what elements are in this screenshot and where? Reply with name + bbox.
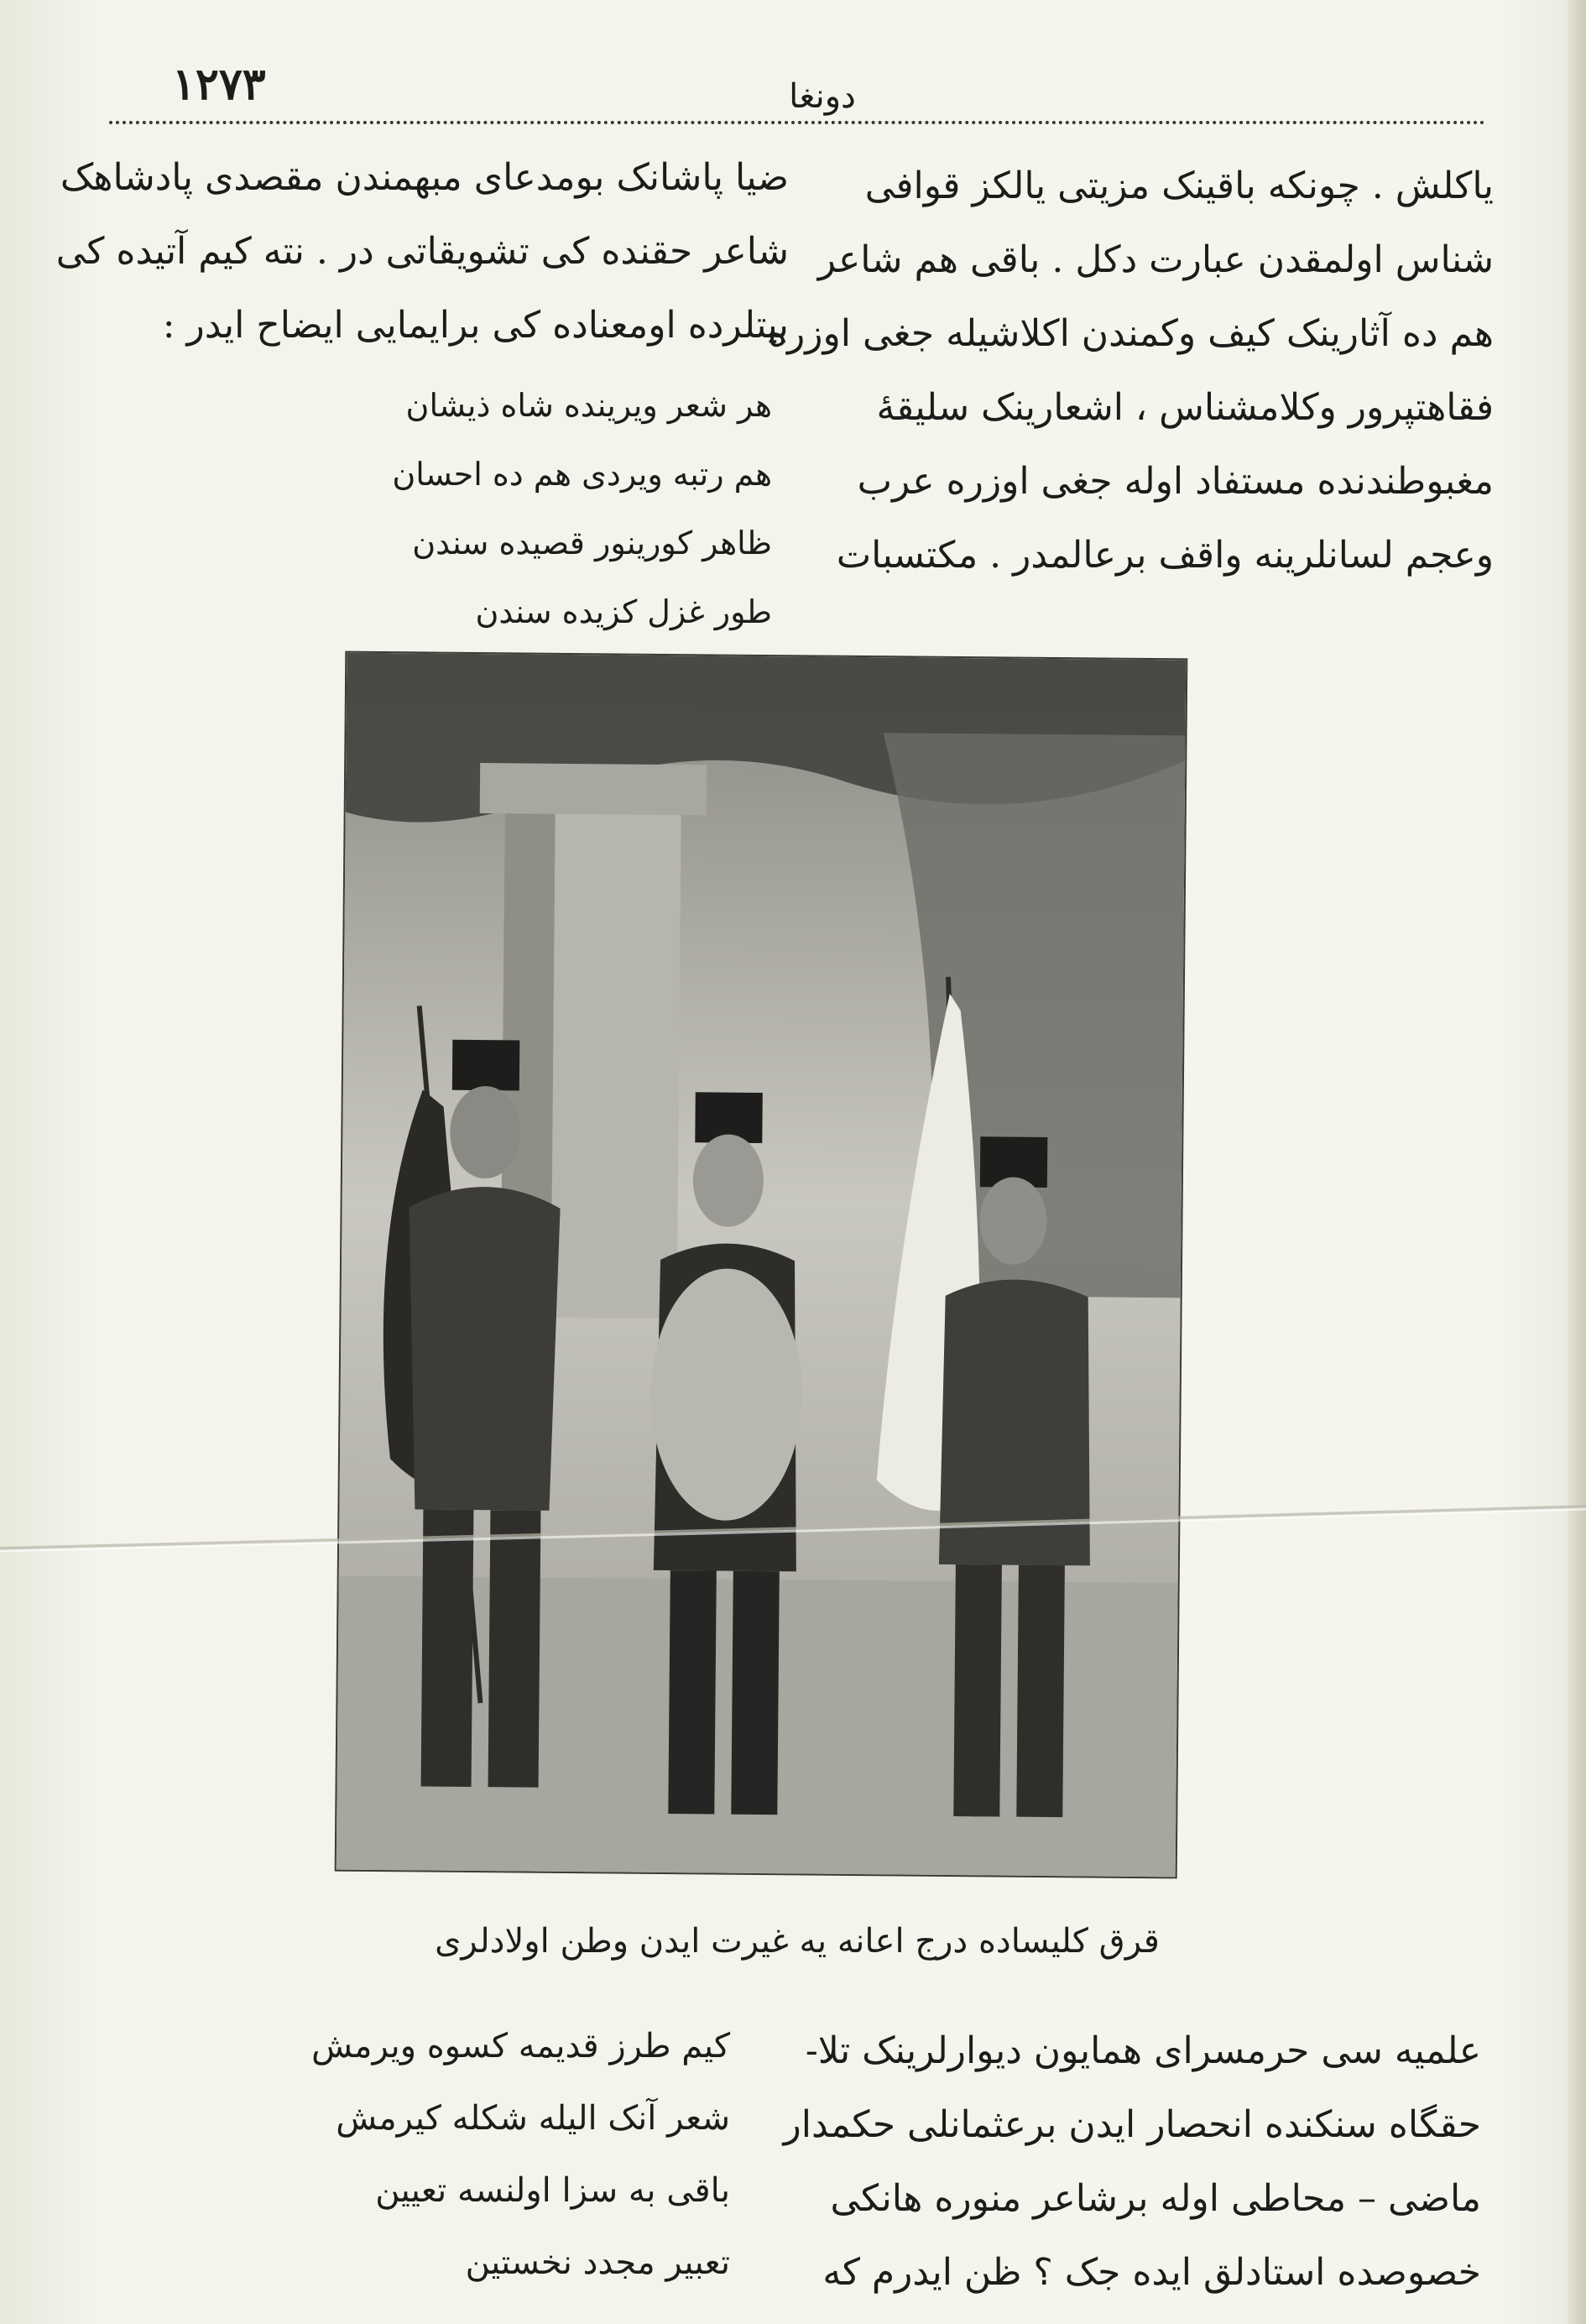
photograph-three-boys-icon bbox=[337, 653, 1187, 1877]
verse-line: هر شعر ویرینده شاه ذیشان bbox=[405, 387, 772, 424]
text-line: هم ده آثارینک کیف وکمندن اکلاشیله جغی اوزره bbox=[767, 312, 1494, 355]
text-line: ماضی – محاطی اوله برشاعر منوره هانکی bbox=[830, 2177, 1481, 2220]
text-line: ضیا پاشانک بومدعای مبهمندن مقصدی پادشاهک bbox=[60, 156, 789, 199]
verse-line: کیم طرز قدیمه کسوه ویرمش bbox=[311, 2027, 730, 2065]
verse-line: طور غزل کزیده سندن bbox=[475, 593, 772, 630]
photo-caption: قرق کلیساده درج اعانه یه غیرت ایدن وطن اولادلری bbox=[435, 1922, 1160, 1961]
top-left-column bbox=[55, 141, 789, 363]
running-title: دونغا bbox=[789, 77, 856, 116]
top-right-column bbox=[767, 149, 1494, 593]
text-line: شناس اولمقدن عبارت دکل . باقی هم شاعر bbox=[817, 238, 1494, 281]
text-line: فقاهتپرور وکلامشناس ، اشعارینک سلیقهٔ bbox=[876, 386, 1494, 429]
text-line: وعجم لسانلرینه واقف برعالمدر . مکتسبات bbox=[836, 534, 1494, 577]
verse-line: تعبیر مجدد نخستین bbox=[465, 2243, 730, 2282]
binding-edge bbox=[1568, 0, 1586, 2324]
verse-line: شعر آنک الیله شکله کیرمش bbox=[336, 2099, 730, 2138]
text-line: علمیه سی حرمسرای همایون دیوارلرینک تلا- bbox=[805, 2029, 1481, 2072]
text-line: شاعر حقنده کی تشویقاتی در . نته کیم آتیده کی bbox=[55, 230, 789, 273]
text-line: خصوصده استادلق ایده جک ؟ ظن ایدرم که bbox=[822, 2251, 1481, 2294]
top-verse bbox=[352, 371, 772, 646]
verse-line: هم رتبه ویردی هم ده احسان bbox=[392, 456, 772, 493]
page-number: ۱۲۷۳ bbox=[172, 59, 266, 110]
photograph bbox=[335, 651, 1188, 1879]
text-line: یاکلش . چونکه باقینک مزیتی یالکز قوافی bbox=[864, 165, 1494, 207]
text-line: حقگاه سنکنده انحصار ایدن برعثمانلی حکمدار bbox=[783, 2103, 1481, 2146]
bottom-verse bbox=[243, 2010, 730, 2299]
verse-line: باقی به سزا اولنسه تعیین bbox=[375, 2171, 730, 2210]
verse-line: ظاهر کورینور قصیده سندن bbox=[412, 525, 772, 561]
text-line: بیتلرده اومعناده کی برایمایی ایضاح ایدر : bbox=[162, 304, 789, 347]
bottom-right-column bbox=[783, 2014, 1481, 2310]
text-line: مغبوطندنده مستفاد اوله جغی اوزره عرب bbox=[857, 460, 1494, 503]
header-rule bbox=[109, 121, 1485, 124]
